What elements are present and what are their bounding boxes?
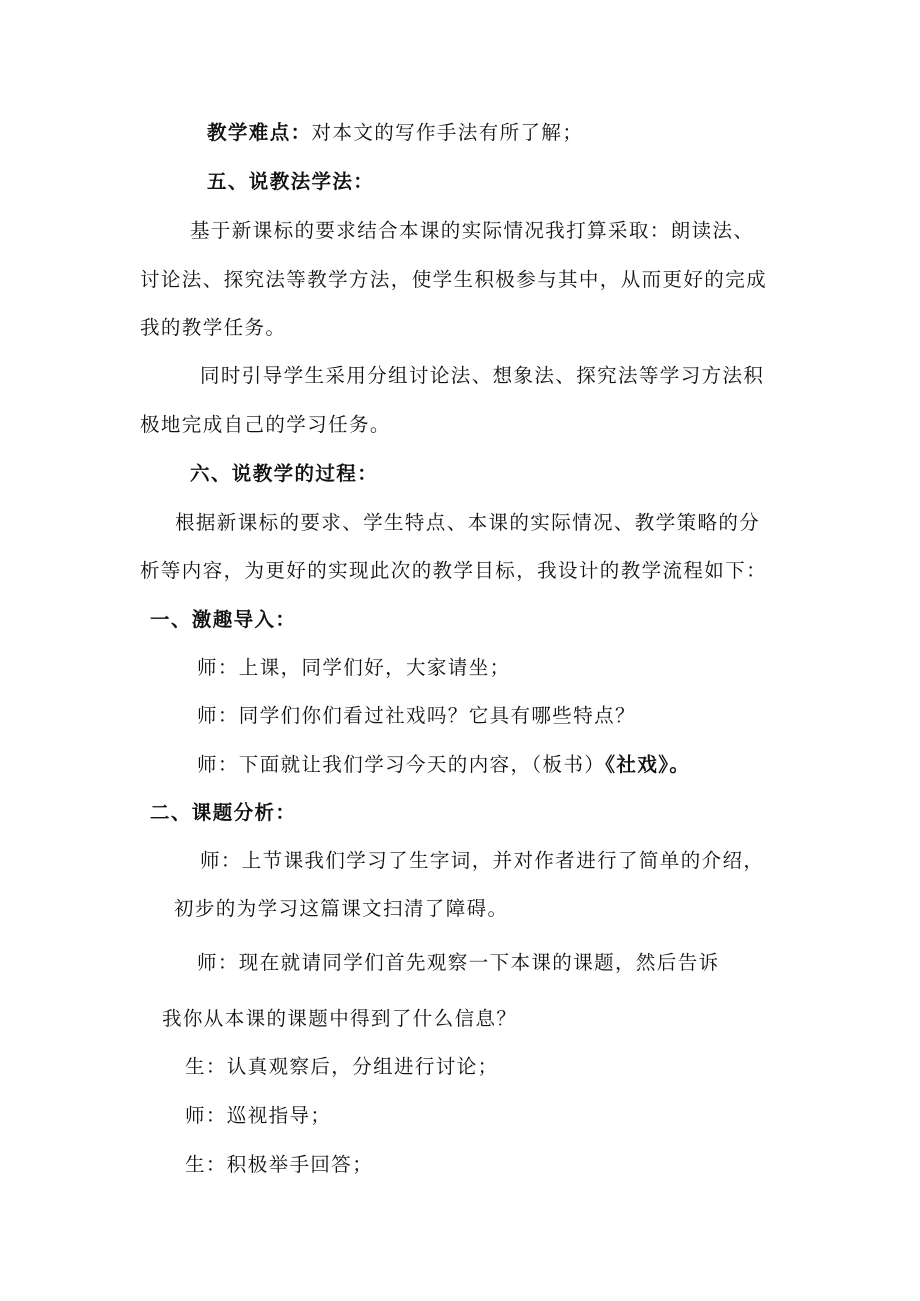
- part2-heading: 二、课题分析：: [150, 801, 297, 824]
- section5-p1-line3: 我的教学任务。: [140, 316, 287, 339]
- part2-line2: 初步的为学习这篇课文扫清了障碍。: [174, 897, 509, 920]
- part1-line3: [197, 755, 690, 775]
- difficulty-text: 对本文的写作手法有所了解；: [311, 121, 584, 144]
- section5-p2-line1: 同时引导学生采用分组讨论法、想象法、探究法等学习方法积: [200, 364, 765, 387]
- section5-heading: 五、说教法学法：: [207, 170, 375, 193]
- part1-line3-text: 师：下面就让我们学习今天的内容，（板书）: [197, 753, 606, 776]
- part1-line1: 师：上课，同学们好，大家请坐；: [197, 656, 511, 679]
- part1-line2: 师：同学们你们看过社戏吗？它具有哪些特点？: [197, 704, 636, 727]
- section6-p1-line2: 析等内容，为更好的实现此次的教学目标，我设计的教学流程如下：: [140, 559, 768, 582]
- section6-p1-line1: 根据新课标的要求、学生特点、本课的实际情况、教学策略的分: [175, 511, 761, 534]
- part1-heading: 一、激趣导入：: [150, 608, 297, 631]
- part2-line1: 师：上节课我们学习了生字词，并对作者进行了简单的介绍，: [200, 849, 765, 872]
- section6-heading: 六、说教学的过程：: [190, 462, 379, 485]
- part2-line5: 生：认真观察后，分组进行讨论；: [185, 1055, 499, 1078]
- difficulty-label: 教学难点：: [207, 121, 312, 144]
- section5-p2-line2: 极地完成自己的学习任务。: [140, 413, 391, 436]
- part2-line4: 我你从本课的课题中得到了什么信息？: [162, 1007, 518, 1030]
- difficulty-line: [207, 123, 583, 143]
- part2-line3: 师：现在就请同学们首先观察一下本课的课题，然后告诉: [197, 951, 720, 974]
- section5-p1-line2: 讨论法、探究法等教学方法，使学生积极参与其中，从而更好的完成: [140, 268, 768, 291]
- part2-line7: 生：积极举手回答；: [185, 1153, 374, 1176]
- lesson-title: 《社戏》。: [605, 753, 691, 776]
- section5-p1-line1: 基于新课标的要求结合本课的实际情况我打算采取：朗读法、: [190, 219, 755, 242]
- part2-line6: 师：巡视指导；: [185, 1104, 332, 1127]
